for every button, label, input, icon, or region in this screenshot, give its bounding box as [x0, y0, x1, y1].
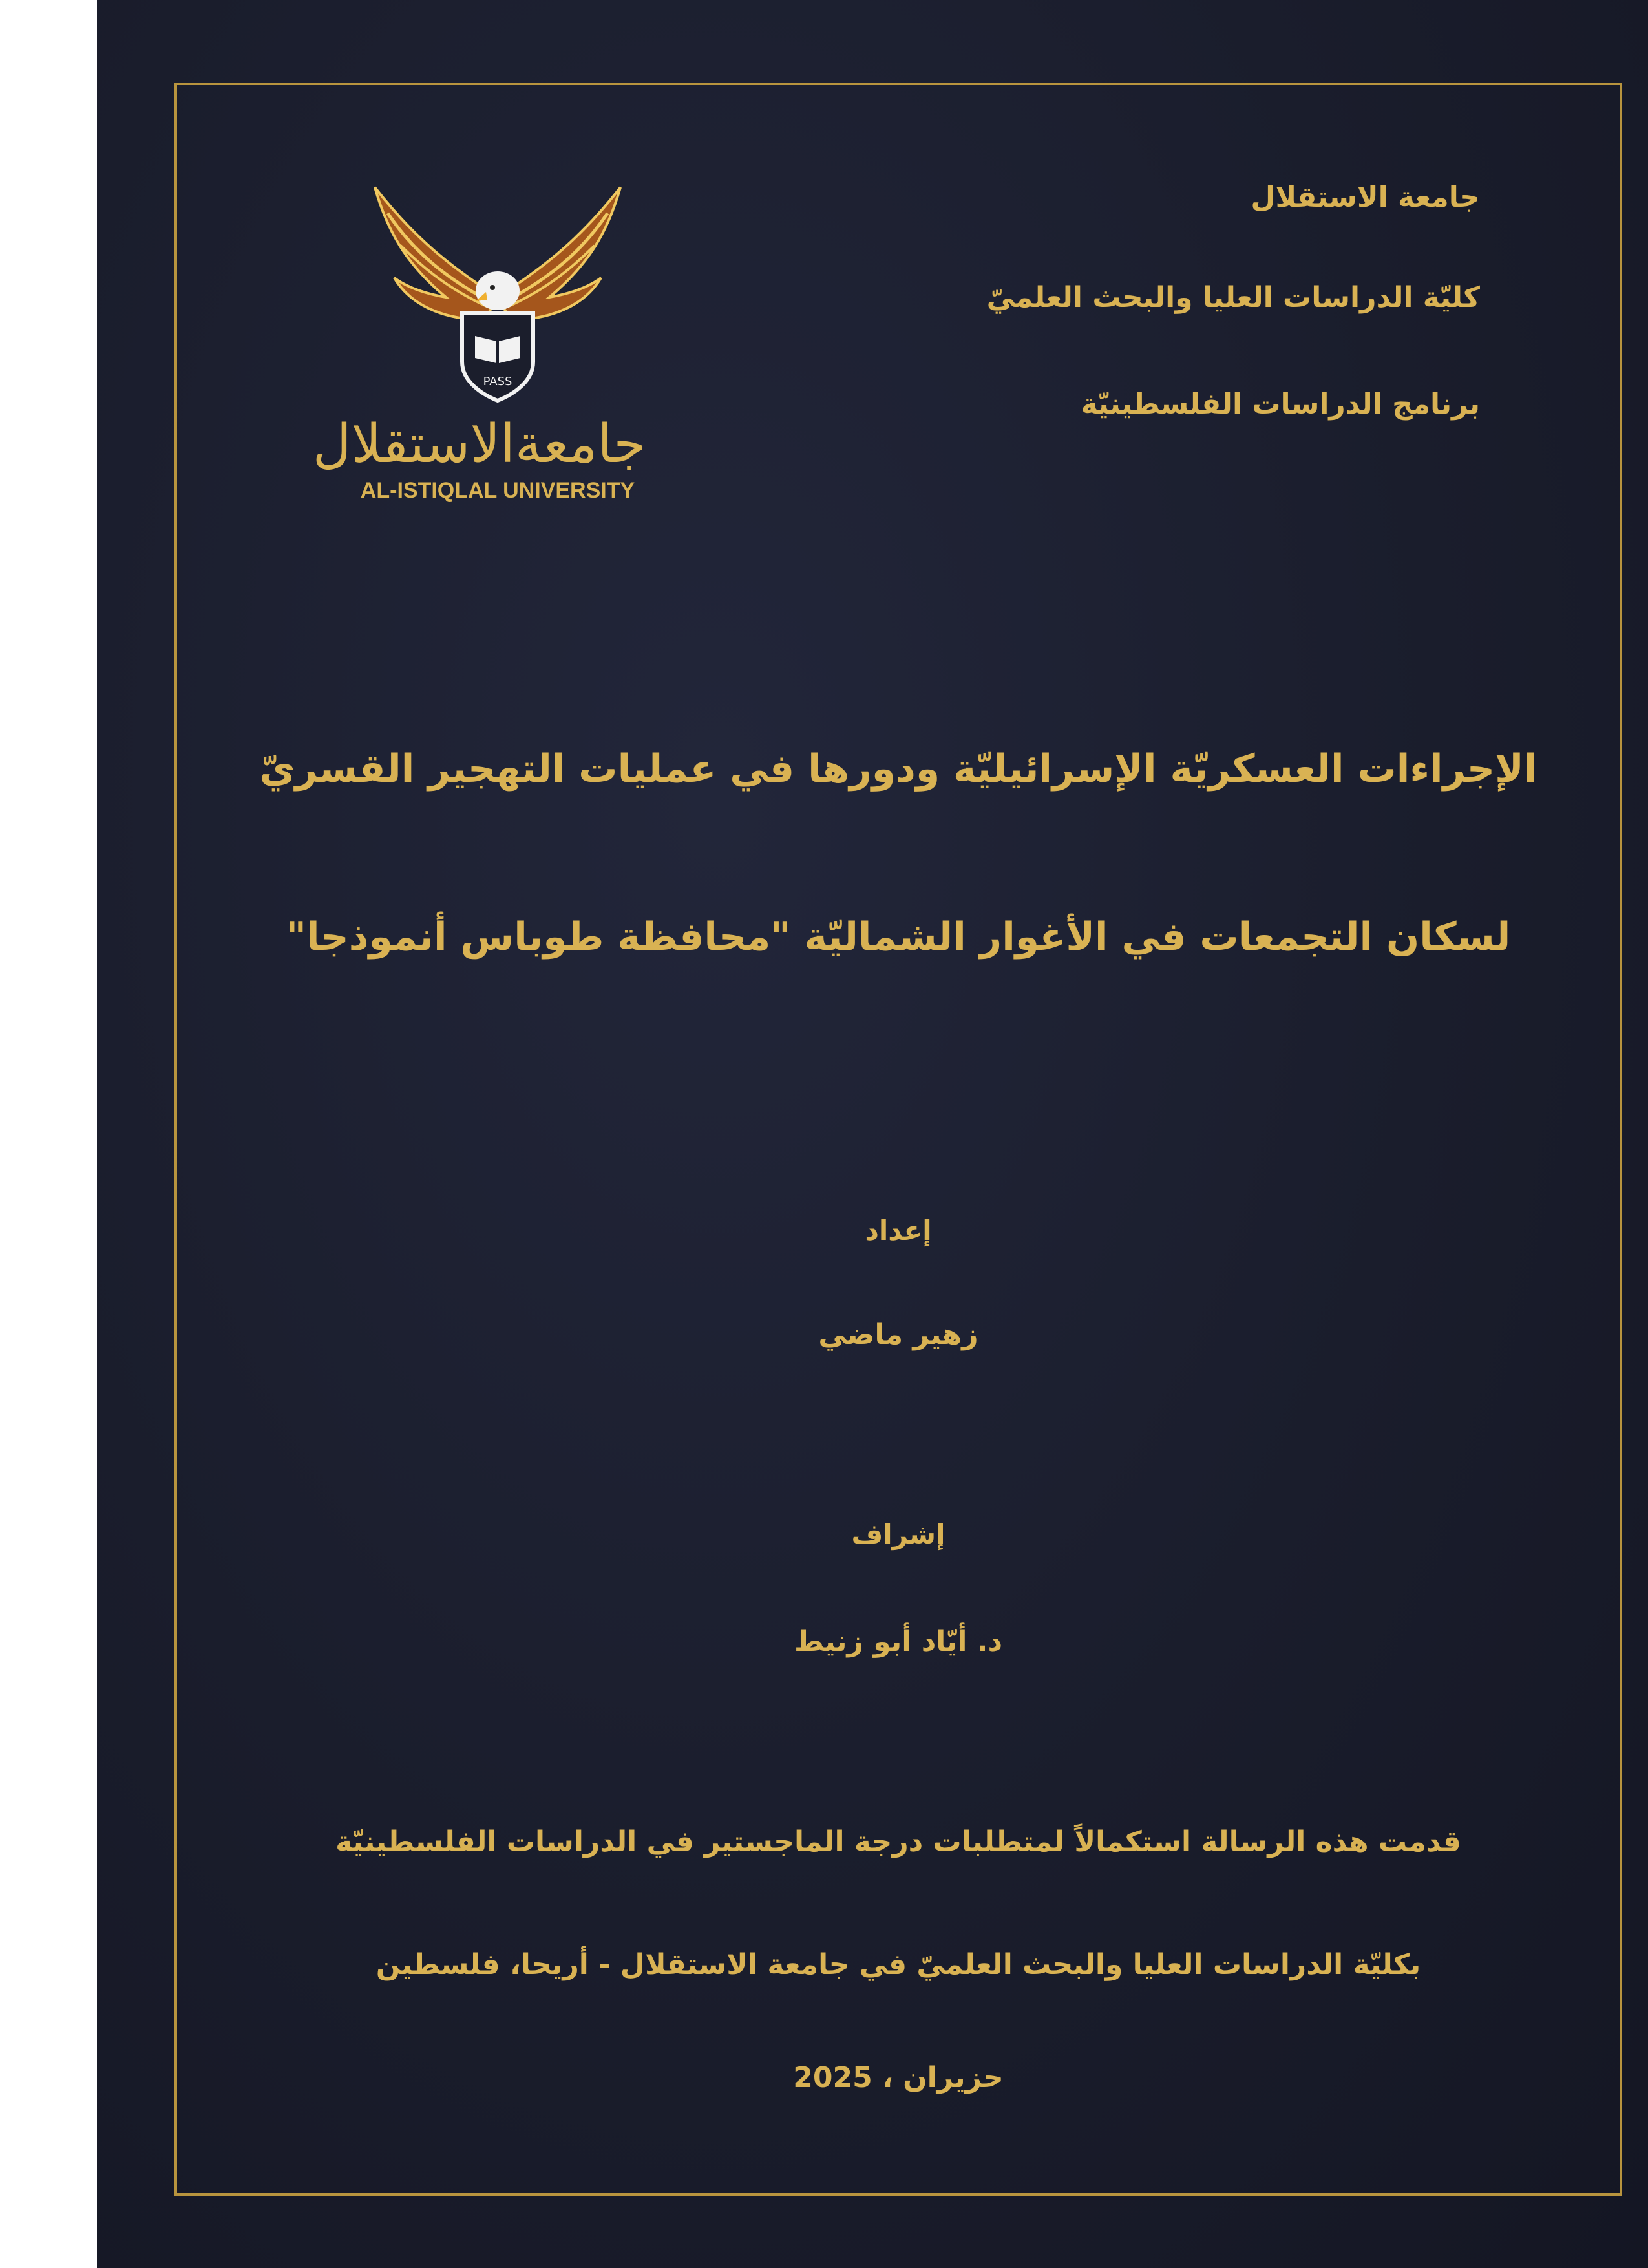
supervisor-name: د. أيّاد أبو زنيط [794, 1625, 1003, 1658]
submission-date: حزيران ، 2025 [793, 2061, 1004, 2094]
submission-line2: بكليّة الدراسات العليا والبحث العلميّ في جامعة الاستقلال - أريحا، فلسطين [375, 1948, 1421, 1981]
university-logo [312, 174, 646, 503]
logo-english-name: AL-ISTIQLAL UNIVERSITY [360, 478, 635, 503]
logo-arabic-name: جامعةالاستقلال [312, 414, 646, 475]
faculty-name: كليّة الدراسات العليا والبحث العلميّ [986, 281, 1480, 314]
eagle-emblem-icon [349, 174, 646, 414]
author-name: زهير ماضي [818, 1318, 978, 1351]
author-label: إعداد [865, 1215, 932, 1246]
logo-badge-text: PASS [483, 375, 512, 388]
supervisor-label: إشراف [851, 1518, 945, 1550]
university-name: جامعة الاستقلال [1251, 181, 1480, 214]
submission-line1: قدمت هذه الرسالة استكمالاً لمتطلبات درجة الماجستير في الدراسات الفلسطينيّة [335, 1825, 1461, 1858]
thesis-title-line2: لسكان التجمعات في الأغوار الشماليّة "محافظة طوباس أنموذجا" [286, 914, 1511, 960]
program-name: برنامج الدراسات الفلسطينيّة [1081, 388, 1480, 421]
thesis-title-line1: الإجراءات العسكريّة الإسرائيليّة ودورها في عمليات التهجير القسريّ [259, 746, 1537, 792]
